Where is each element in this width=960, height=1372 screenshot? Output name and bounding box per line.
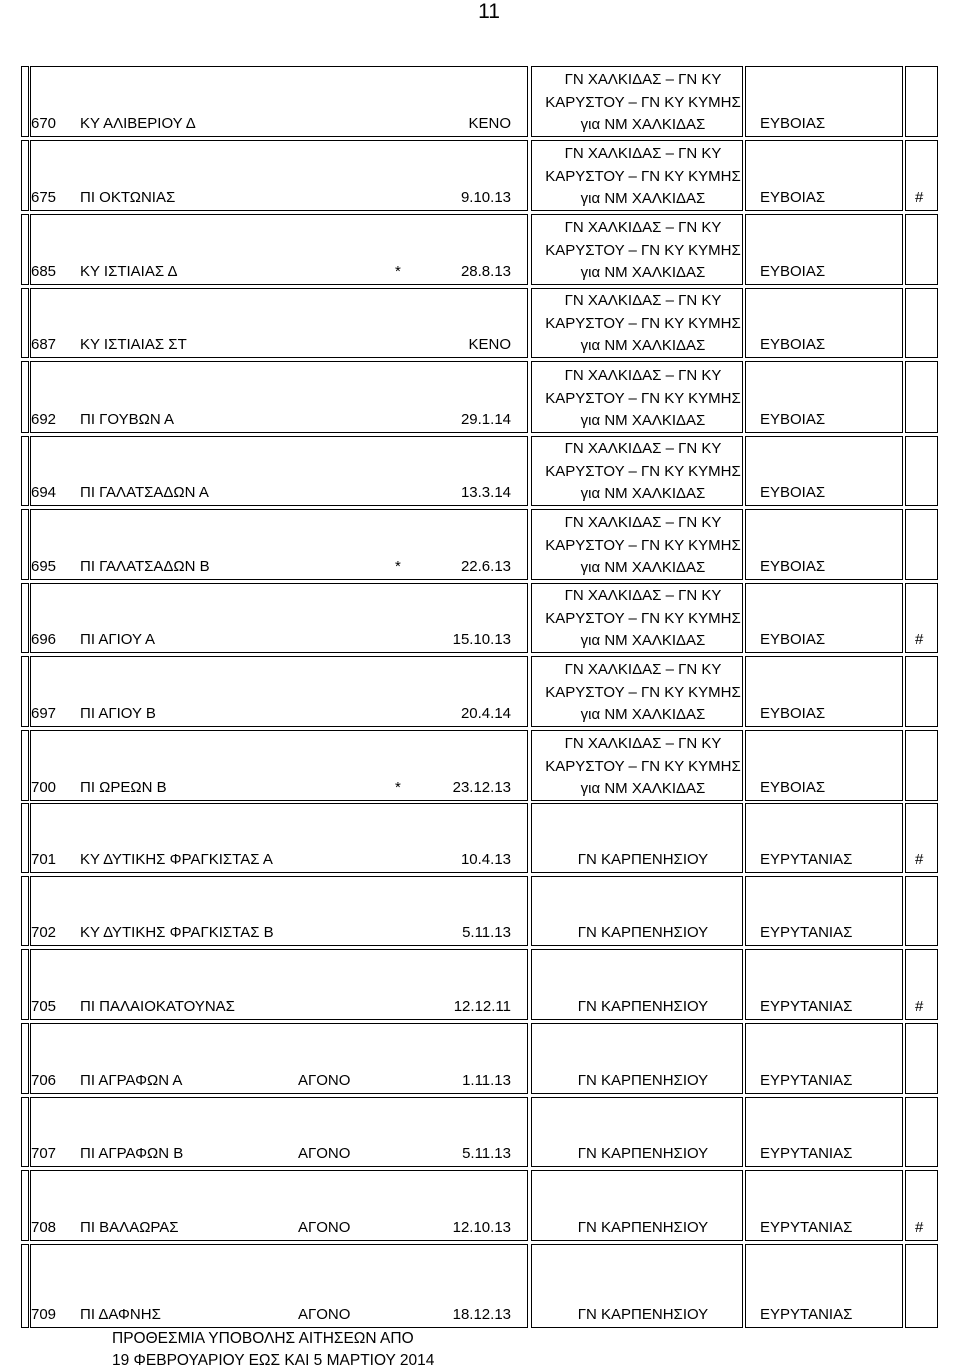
table-cell [21, 730, 29, 801]
row-region: ΕΥΒΟΙΑΣ [760, 263, 826, 280]
table-cell [21, 583, 29, 653]
row-note: ΑΓΟΝΟ [298, 1219, 351, 1236]
row-name: ΠΙ ΑΓΙΟΥ Β [80, 705, 156, 722]
row-region: ΕΥΒΟΙΑΣ [760, 484, 826, 501]
row-star: * [395, 558, 401, 575]
row-issuer: ΓΝ ΧΑΛΚΙΔΑΣ – ΓΝ ΚΥ ΚΑΡΥΣΤΟΥ – ΓΝ ΚΥ ΚΥΜΗΣ για ΝΜ ΧΑΛΚΙΔΑΣ [545, 292, 741, 354]
row-name: ΠΙ ΒΑΛΑΩΡΑΣ [80, 1219, 179, 1236]
table-cell [21, 436, 29, 506]
table-cell [21, 656, 29, 727]
row-issuer: ΓΝ ΧΑΛΚΙΔΑΣ – ΓΝ ΚΥ ΚΑΡΥΣΤΟΥ – ΓΝ ΚΥ ΚΥΜΗΣ για ΝΜ ΧΑΛΚΙΔΑΣ [545, 735, 741, 797]
row-date: 15.10.13 [452, 631, 511, 648]
row-note: ΑΓΟΝΟ [298, 1145, 351, 1162]
row-date: 18.12.13 [452, 1306, 511, 1323]
table-row [0, 1244, 960, 1328]
row-code: 701 [31, 851, 57, 868]
table-cell [905, 656, 938, 727]
row-region: ΕΥΒΟΙΑΣ [760, 411, 826, 428]
table-row [0, 288, 960, 358]
row-name: ΠΙ ΠΑΛΑΙΟΚΑΤΟΥΝΑΣ [80, 998, 235, 1015]
table-cell [905, 1244, 938, 1328]
deadline-line-2: 19 ΦΕΒΡΟΥΑΡΙΟΥ ΕΩΣ ΚΑΙ 5 ΜΑΡΤΙΟΥ 2014 [112, 1352, 435, 1369]
row-note: ΑΓΟΝΟ [298, 1306, 351, 1323]
deadline-line-1: ΠΡΟΘΕΣΜΙΑ ΥΠΟΒΟΛΗΣ ΑΙΤΗΣΕΩΝ ΑΠΟ [112, 1330, 414, 1347]
row-mark: # [915, 998, 924, 1015]
row-region: ΕΥΒΟΙΑΣ [760, 115, 826, 132]
row-code: 709 [31, 1306, 57, 1323]
row-name: ΠΙ ΓΟΥΒΩΝ Α [80, 411, 175, 428]
row-name: ΠΙ ΑΓΙΟΥ Α [80, 631, 156, 648]
row-region: ΕΥΡΥΤΑΝΙΑΣ [760, 998, 853, 1015]
row-name: ΚΥ ΙΣΤΙΑΙΑΣ ΣΤ [80, 336, 187, 353]
table-row [0, 583, 960, 653]
row-issuer: ΓΝ ΚΑΡΠΕΝΗΣΙΟΥ [577, 851, 709, 868]
table-row [0, 1023, 960, 1094]
row-star: * [395, 263, 401, 280]
table-cell [905, 288, 938, 358]
table-cell [21, 214, 29, 285]
row-name: ΚΥ ΔΥΤΙΚΗΣ ΦΡΑΓΚΙΣΤΑΣ Β [80, 924, 274, 941]
row-date: 1.11.13 [462, 1072, 511, 1089]
row-date: ΚΕΝΟ [468, 115, 511, 132]
table-cell [21, 361, 29, 433]
table-cell [21, 876, 29, 946]
row-region: ΕΥΒΟΙΑΣ [760, 189, 826, 206]
table-cell [21, 140, 29, 211]
row-name: ΠΙ ΓΑΛΑΤΣΑΔΩΝ Β [80, 558, 210, 575]
table-row [0, 949, 960, 1020]
table-cell [21, 803, 29, 873]
row-code: 708 [31, 1219, 57, 1236]
row-date: 9.10.13 [460, 189, 511, 206]
table-cell [21, 1244, 29, 1328]
row-code: 705 [31, 998, 57, 1015]
row-name: ΠΙ ΟΚΤΩΝΙΑΣ [80, 189, 176, 206]
row-region: ΕΥΡΥΤΑΝΙΑΣ [760, 1072, 853, 1089]
table-cell [905, 730, 938, 801]
row-issuer: ΓΝ ΚΑΡΠΕΝΗΣΙΟΥ [577, 1219, 709, 1236]
row-date: 28.8.13 [460, 263, 511, 280]
row-mark: # [915, 189, 924, 206]
table-row [0, 876, 960, 946]
row-date: 12.10.13 [452, 1219, 511, 1236]
table-cell [905, 214, 938, 285]
row-issuer: ΓΝ ΧΑΛΚΙΔΑΣ – ΓΝ ΚΥ ΚΑΡΥΣΤΟΥ – ΓΝ ΚΥ ΚΥΜΗΣ για ΝΜ ΧΑΛΚΙΔΑΣ [545, 440, 741, 502]
row-name: ΚΥ ΔΥΤΙΚΗΣ ΦΡΑΓΚΙΣΤΑΣ Α [80, 851, 273, 868]
row-issuer: ΓΝ ΚΑΡΠΕΝΗΣΙΟΥ [577, 1145, 709, 1162]
row-name: ΠΙ ΩΡΕΩΝ Β [80, 779, 167, 796]
row-issuer: ΓΝ ΚΑΡΠΕΝΗΣΙΟΥ [577, 924, 709, 941]
row-region: ΕΥΡΥΤΑΝΙΑΣ [760, 924, 853, 941]
row-issuer: ΓΝ ΧΑΛΚΙΔΑΣ – ΓΝ ΚΥ ΚΑΡΥΣΤΟΥ – ΓΝ ΚΥ ΚΥΜΗΣ για ΝΜ ΧΑΛΚΙΔΑΣ [545, 71, 741, 133]
row-date: 5.11.13 [462, 1145, 511, 1162]
table-row [0, 1170, 960, 1241]
row-code: 707 [31, 1145, 57, 1162]
table-cell [905, 509, 938, 580]
row-date: 29.1.14 [460, 411, 511, 428]
deadline-note [112, 1328, 434, 1372]
table-row [0, 803, 960, 873]
row-region: ΕΥΒΟΙΑΣ [760, 558, 826, 575]
row-region: ΕΥΒΟΙΑΣ [760, 779, 826, 796]
table-cell [21, 288, 29, 358]
row-date: ΚΕΝΟ [468, 336, 511, 353]
row-region: ΕΥΡΥΤΑΝΙΑΣ [760, 851, 853, 868]
row-region: ΕΥΒΟΙΑΣ [760, 631, 826, 648]
table-row [0, 1097, 960, 1167]
row-issuer: ΓΝ ΧΑΛΚΙΔΑΣ – ΓΝ ΚΥ ΚΑΡΥΣΤΟΥ – ΓΝ ΚΥ ΚΥΜΗΣ για ΝΜ ΧΑΛΚΙΔΑΣ [545, 661, 741, 723]
row-issuer: ΓΝ ΧΑΛΚΙΔΑΣ – ΓΝ ΚΥ ΚΑΡΥΣΤΟΥ – ΓΝ ΚΥ ΚΥΜΗΣ για ΝΜ ΧΑΛΚΙΔΑΣ [545, 219, 741, 281]
row-region: ΕΥΡΥΤΑΝΙΑΣ [760, 1145, 853, 1162]
row-issuer: ΓΝ ΧΑΛΚΙΔΑΣ – ΓΝ ΚΥ ΚΑΡΥΣΤΟΥ – ΓΝ ΚΥ ΚΥΜΗΣ για ΝΜ ΧΑΛΚΙΔΑΣ [545, 367, 741, 429]
table-cell [21, 66, 29, 137]
row-region: ΕΥΡΥΤΑΝΙΑΣ [760, 1306, 853, 1323]
row-code: 696 [31, 631, 57, 648]
table-cell [905, 436, 938, 506]
table-row [0, 730, 960, 801]
row-name: ΠΙ ΑΓΡΑΦΩΝ Β [80, 1145, 184, 1162]
row-mark: # [915, 851, 924, 868]
row-name: ΠΙ ΑΓΡΑΦΩΝ Α [80, 1072, 183, 1089]
row-date: 10.4.13 [460, 851, 511, 868]
table-cell [21, 949, 29, 1020]
table-row [0, 436, 960, 506]
row-name: ΚΥ ΙΣΤΙΑΙΑΣ Δ [80, 263, 178, 280]
table-cell [21, 509, 29, 580]
table-cell [905, 876, 938, 946]
row-code: 697 [31, 705, 57, 722]
row-code: 702 [31, 924, 57, 941]
row-date: 22.6.13 [460, 558, 511, 575]
row-code: 695 [31, 558, 57, 575]
table-row [0, 214, 960, 285]
row-code: 675 [31, 189, 57, 206]
table-cell [905, 66, 938, 137]
row-note: ΑΓΟΝΟ [298, 1072, 351, 1089]
table-cell [905, 1023, 938, 1094]
table-cell [21, 1023, 29, 1094]
row-issuer: ΓΝ ΚΑΡΠΕΝΗΣΙΟΥ [577, 1072, 709, 1089]
row-name: ΠΙ ΓΑΛΑΤΣΑΔΩΝ Α [80, 484, 209, 501]
row-date: 23.12.13 [452, 779, 511, 796]
row-mark: # [915, 631, 924, 648]
table-row [0, 66, 960, 137]
row-date: 13.3.14 [460, 484, 511, 501]
row-name: ΠΙ ΔΑΦΝΗΣ [80, 1306, 161, 1323]
row-mark: # [915, 1219, 924, 1236]
table-row [0, 361, 960, 433]
table-cell [21, 1170, 29, 1241]
row-code: 692 [31, 411, 57, 428]
table-row [0, 509, 960, 580]
row-code: 687 [31, 336, 57, 353]
row-issuer: ΓΝ ΧΑΛΚΙΔΑΣ – ΓΝ ΚΥ ΚΑΡΥΣΤΟΥ – ΓΝ ΚΥ ΚΥΜΗΣ για ΝΜ ΧΑΛΚΙΔΑΣ [545, 587, 741, 649]
row-region: ΕΥΒΟΙΑΣ [760, 336, 826, 353]
row-code: 694 [31, 484, 57, 501]
row-code: 670 [31, 115, 57, 132]
table-cell [21, 1097, 29, 1167]
row-code: 706 [31, 1072, 57, 1089]
table-row [0, 140, 960, 211]
row-code: 685 [31, 263, 57, 280]
row-region: ΕΥΡΥΤΑΝΙΑΣ [760, 1219, 853, 1236]
row-region: ΕΥΒΟΙΑΣ [760, 705, 826, 722]
page-number: 11 [478, 0, 500, 23]
row-date: 5.11.13 [462, 924, 511, 941]
row-issuer: ΓΝ ΧΑΛΚΙΔΑΣ – ΓΝ ΚΥ ΚΑΡΥΣΤΟΥ – ΓΝ ΚΥ ΚΥΜΗΣ για ΝΜ ΧΑΛΚΙΔΑΣ [545, 514, 741, 576]
table-row [0, 656, 960, 727]
row-issuer: ΓΝ ΚΑΡΠΕΝΗΣΙΟΥ [577, 998, 709, 1015]
row-issuer: ΓΝ ΚΑΡΠΕΝΗΣΙΟΥ [577, 1306, 709, 1323]
row-star: * [395, 779, 401, 796]
table-cell [905, 1097, 938, 1167]
row-issuer: ΓΝ ΧΑΛΚΙΔΑΣ – ΓΝ ΚΥ ΚΑΡΥΣΤΟΥ – ΓΝ ΚΥ ΚΥΜΗΣ για ΝΜ ΧΑΛΚΙΔΑΣ [545, 145, 741, 207]
table-cell [905, 361, 938, 433]
row-date: 20.4.14 [460, 705, 511, 722]
row-name: ΚΥ ΑΛΙΒΕΡΙΟΥ Δ [80, 115, 196, 132]
row-code: 700 [31, 779, 57, 796]
row-date: 12.12.11 [453, 998, 511, 1015]
